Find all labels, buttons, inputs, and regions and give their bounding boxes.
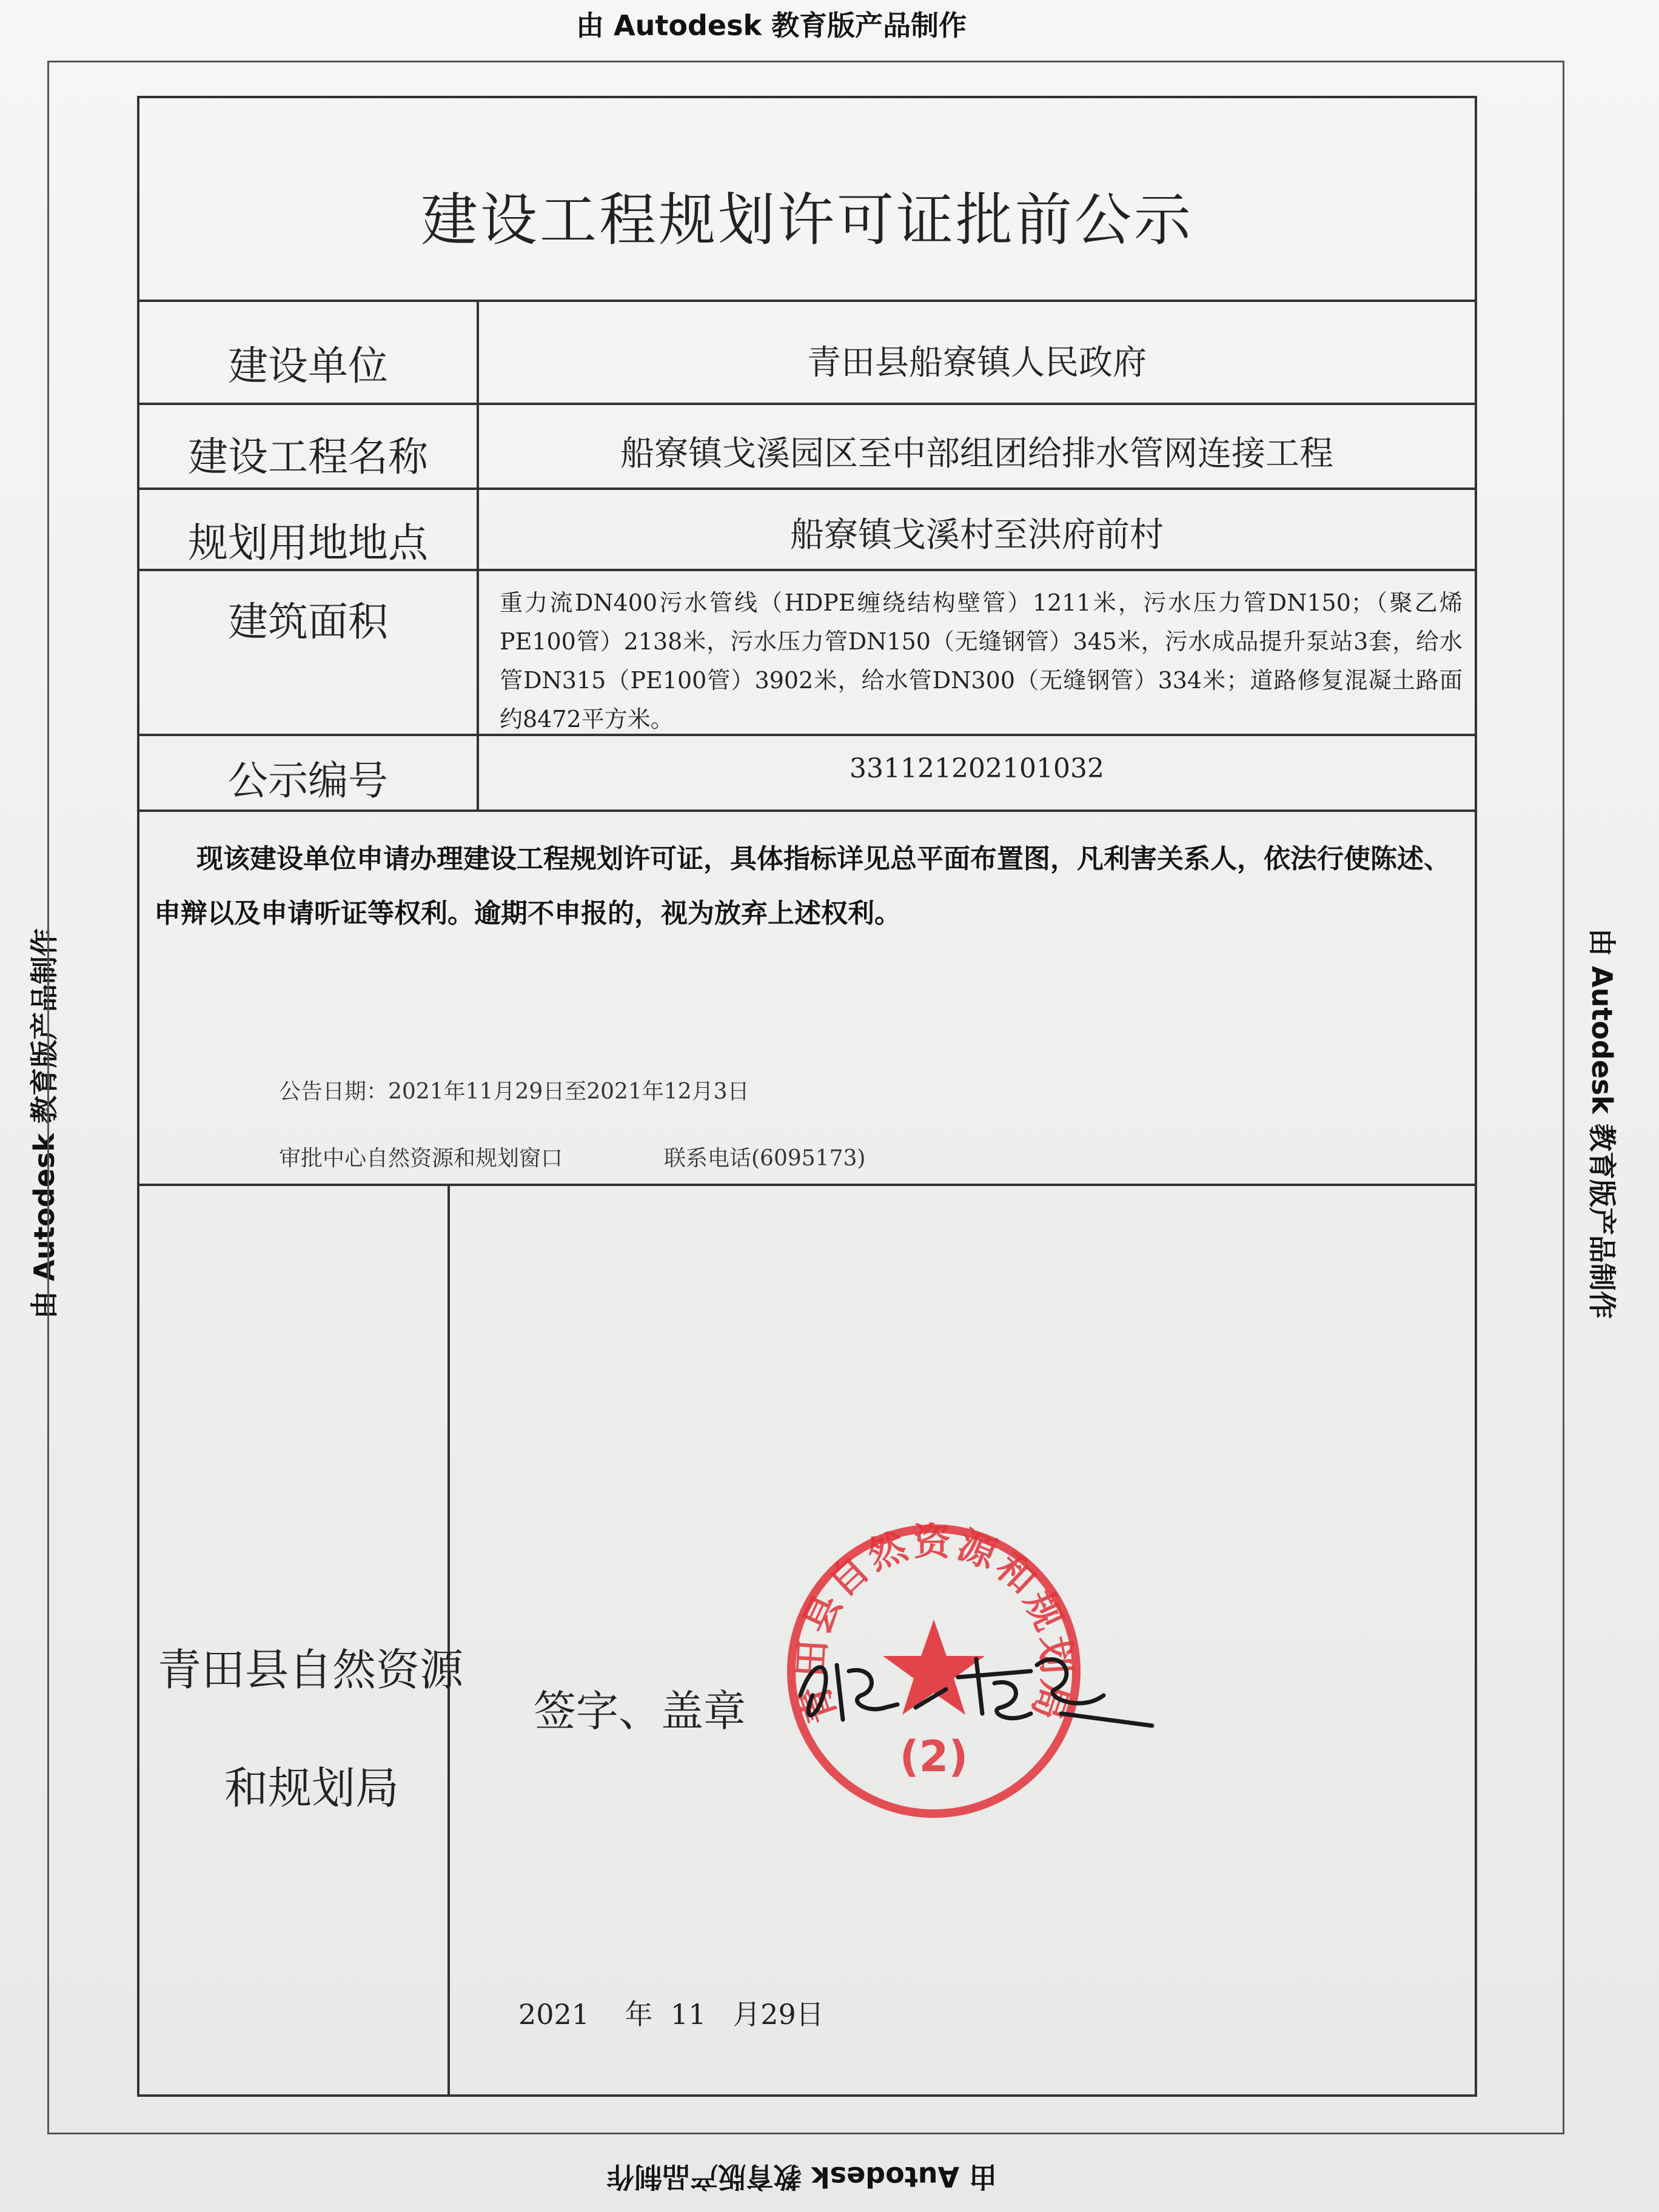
row-value: 船寮镇戈溪园区至中部组团给排水管网连接工程 [620,434,1333,474]
sign-date: 2021 年 11 月29日 [518,1998,824,2031]
approval-office: 审批中心自然资源和规划窗口 [279,1146,563,1171]
row-project-name [139,405,1475,490]
page-title: 建设工程规划许可证批前公示 [420,187,1193,253]
row-value: 331121202101032 [850,753,1104,784]
signature-section [139,1184,1475,2094]
row-site-location [139,490,1475,571]
bureau-name-line1: 青田县自然资源 [158,1644,464,1695]
watermark-top: 由 Autodesk 教育版产品制作 [576,9,967,42]
seal-text: 青田县自然资源和规划局 [788,1520,1079,1729]
notice-form [137,96,1477,2097]
seal-number: (2) [899,1732,968,1781]
watermark-bottom: 由 Autodesk 教育版产品制作 [606,2160,997,2193]
handwritten-signature [776,1623,1170,1756]
sign-label: 签字、盖章 [534,1686,746,1736]
title-cell [139,98,1475,302]
announce-date: 公告日期：2021年11月29日至2021年12月3日 [279,1079,749,1104]
row-label: 公示编号 [228,757,388,804]
row-label: 建设工程名称 [188,434,428,480]
row-label: 规划用地地点 [188,520,428,566]
row-building-area [139,571,1475,736]
notice-paragraph: 现该建设单位申请办理建设工程规划许可证，具体指标详见总平面布置图，凡利害关系人，依法行使陈述、申辩以及申请听证等权利。逾期不申报的，视为放弃上述权利。 [154,843,1450,929]
row-value: 重力流DN400污水管线（HDPE缠绕结构壁管）1211米，污水压力管DN150；（聚乙烯PE100管）2138米，污水压力管DN150（无缝钢管）345米，污水成品提升泵站3套，给水管DN315（PE100管）3902米，给水管DN300（无缝钢管）334米；道路修复混凝土路面约8472平方米。 [500,589,1463,732]
row-value: 船寮镇戈溪村至洪府前村 [790,515,1164,555]
bureau-name-line2: 和规划局 [224,1763,400,1814]
row-value: 青田县船寮镇人民政府 [807,343,1147,383]
contact-phone: 联系电话(6095173) [664,1146,866,1171]
row-label: 建筑面积 [228,598,388,645]
watermark-left: 由 Autodesk 教育版产品制作 [28,928,61,1319]
row-label: 建设单位 [228,343,388,389]
row-notice-number [139,736,1475,812]
watermark-right: 由 Autodesk 教育版产品制作 [1586,928,1618,1319]
row-construction-unit [139,302,1475,405]
bureau-cell [139,1186,464,2094]
